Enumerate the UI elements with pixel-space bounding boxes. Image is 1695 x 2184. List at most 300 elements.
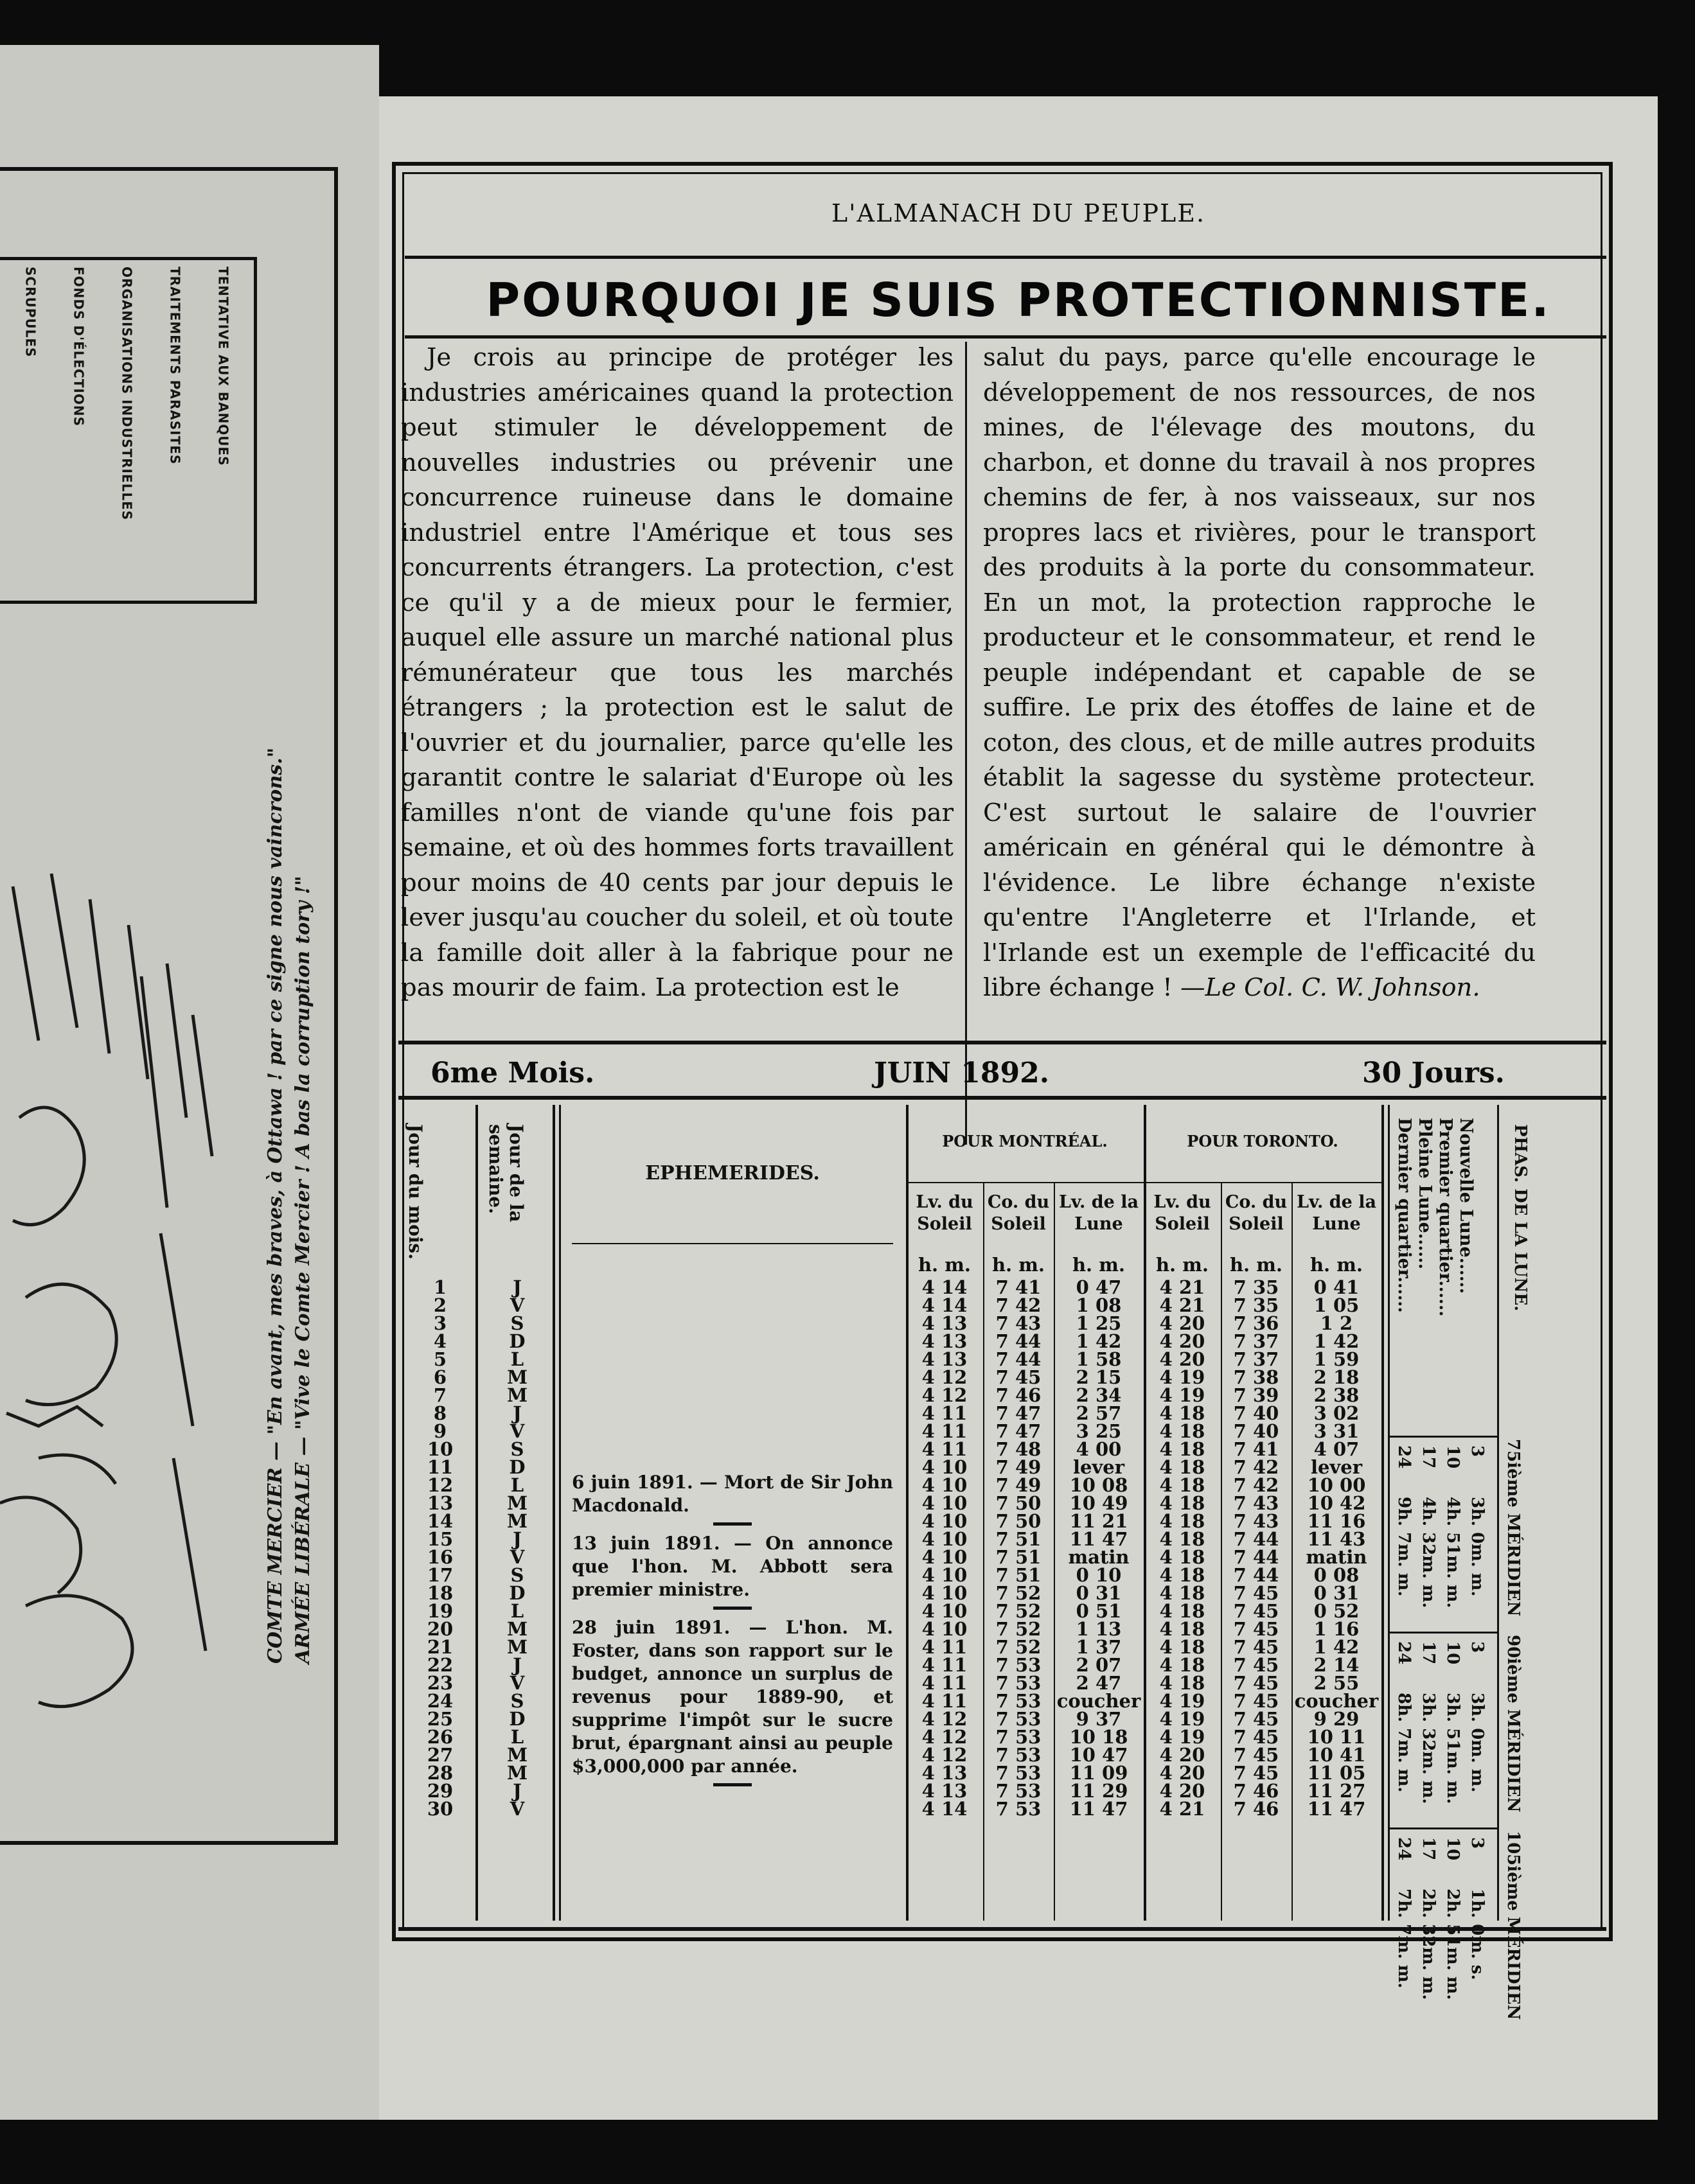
day-cell-d: 16	[427, 1546, 454, 1568]
day-cell-tc: 7 45	[1233, 1618, 1279, 1640]
day-cell-ml: 4 12	[921, 1708, 968, 1730]
toronto-header: POUR TORONTO.	[1187, 1132, 1338, 1150]
day-cell-d: 5	[433, 1348, 447, 1370]
day-cell-tm: 10 42	[1307, 1492, 1366, 1514]
day-cell-tc: 7 45	[1233, 1636, 1279, 1658]
day-cell-ml: 4 10	[921, 1600, 968, 1622]
hm-label: h. m.	[991, 1254, 1045, 1276]
calendar-rule-header	[398, 1096, 1606, 1100]
cartoon-caption	[225, 700, 353, 1664]
day-cell-tl: 4 19	[1159, 1384, 1205, 1406]
day-cell-mm: coucher	[1056, 1690, 1141, 1712]
phase-name: Nouvelle Lune......	[1456, 1118, 1476, 1294]
day-cell-tl: 4 21	[1159, 1294, 1205, 1316]
adjacent-page	[0, 45, 379, 2120]
cartoon-illustration	[0, 848, 244, 1747]
day-cell-tc: 7 44	[1233, 1564, 1279, 1586]
day-cell-tc: 7 45	[1233, 1726, 1279, 1748]
day-cell-d: 25	[427, 1708, 454, 1730]
day-cell-mm: 2 34	[1076, 1384, 1122, 1406]
meridian-label: 105ième MÉRIDIEN	[1504, 1831, 1523, 2020]
day-cell-w: J	[513, 1654, 522, 1676]
day-cell-mc: 7 48	[995, 1438, 1042, 1460]
day-cell-w: D	[509, 1582, 526, 1604]
day-cell-d: 6	[433, 1366, 447, 1388]
day-cell-ml: 4 12	[921, 1726, 968, 1748]
day-cell-w: M	[506, 1510, 528, 1532]
day-cell-mm: 2 47	[1076, 1672, 1122, 1694]
day-cell-tl: 4 18	[1159, 1546, 1205, 1568]
day-cell-tl: 4 20	[1159, 1744, 1205, 1766]
day-cell-d: 9	[433, 1420, 447, 1442]
running-head: L'ALMANACH DU PEUPLE.	[831, 199, 1206, 227]
day-cell-w: D	[509, 1456, 526, 1478]
ephemeris-entry: 13 juin 1891. — On annonce que l'hon. M. Abbott sera premier ministre.	[572, 1533, 893, 1600]
day-cell-tc: 7 39	[1233, 1384, 1279, 1406]
day-cell-w: J	[513, 1528, 522, 1550]
day-cell-mc: 7 52	[995, 1600, 1042, 1622]
hm-label: h. m.	[918, 1254, 972, 1276]
day-cell-tm: matin	[1306, 1546, 1367, 1568]
day-cell-tm: 0 31	[1313, 1582, 1360, 1604]
day-cell-mc: 7 47	[995, 1402, 1042, 1424]
day-cell-d: 2	[433, 1294, 447, 1316]
day-cell-tc: 7 46	[1233, 1780, 1279, 1802]
phase-time: 3h. 0m. m.	[1468, 1693, 1487, 1793]
phase-time: 3h. 51m. m.	[1443, 1693, 1462, 1804]
day-cell-tm: 0 08	[1313, 1564, 1360, 1586]
phase-date: 24	[1394, 1445, 1414, 1469]
day-cell-tc: 7 38	[1233, 1366, 1279, 1388]
day-cell-mc: 7 44	[995, 1330, 1042, 1352]
day-cell-mm: 1 13	[1076, 1618, 1122, 1640]
day-cell-mm: 1 08	[1076, 1294, 1122, 1316]
day-cell-d: 12	[427, 1474, 454, 1496]
day-cell-mc: 7 52	[995, 1582, 1042, 1604]
phase-date: 17	[1419, 1837, 1438, 1861]
phase-date: 10	[1443, 1641, 1462, 1665]
montreal-sunrise-column	[907, 1278, 982, 1818]
day-cell-tm: 11 05	[1307, 1762, 1366, 1784]
day-cell-tl: 4 18	[1159, 1636, 1205, 1658]
day-cell-mm: 11 47	[1069, 1528, 1128, 1550]
day-cell-ml: 4 11	[921, 1420, 968, 1442]
day-cell-ml: 4 10	[921, 1492, 968, 1514]
ephemeris-entry: 28 juin 1891. — L'hon. M. Foster, dans son rapport sur le budget, annonce un surplus de revenus pour 1889-90, et supprime l'impôt sur le sucre brut, épargnant ainsi au peuple $3,000,000 par année.	[572, 1617, 893, 1777]
day-cell-mc: 7 53	[995, 1780, 1042, 1802]
article-right-text: salut du pays, parce qu'elle encourage le développement de nos ressources, de nos mines, de l'élevage des moutons, du charbon, et donne du travail à nos propres chemins de fer, à nos vaisseaux, sur nos propres lacs et rivières, pour le transport des produits à la porte du consommateur. En un mot, la protection rapproche le producteur et le consommateur, et rend le peuple indépendant et capable de se suffire. Le prix des étoffes de laine et de coton, des clous, et de mille autres produits établit la sagesse du système protecteur. C'est surtout le salaire de l'ouvrier américain en général qui le démontre à l'évidence. Le libre échange n'existe qu'entre l'Angleterre et l'Irlande, et l'Irlande est un exemple de l'efficacité du libre échange !	[983, 343, 1536, 1002]
phase-date: 3	[1468, 1445, 1487, 1457]
day-cell-tm: 0 41	[1313, 1276, 1360, 1298]
day-cell-mc: 7 46	[995, 1384, 1042, 1406]
day-cell-ml: 4 11	[921, 1672, 968, 1694]
day-cell-mm: 1 37	[1076, 1636, 1122, 1658]
day-cell-tc: 7 45	[1233, 1600, 1279, 1622]
day-cell-mc: 7 53	[995, 1672, 1042, 1694]
day-cell-mc: 7 53	[995, 1708, 1042, 1730]
day-cell-w: V	[510, 1546, 525, 1568]
day-cell-mc: 7 44	[995, 1348, 1042, 1370]
phase-date: 17	[1419, 1445, 1438, 1469]
day-cell-tc: 7 45	[1233, 1582, 1279, 1604]
weekday-column	[482, 1278, 553, 1818]
day-cell-tm: 2 38	[1313, 1384, 1360, 1406]
day-cell-tl: 4 18	[1159, 1456, 1205, 1478]
day-cell-ml: 4 11	[921, 1438, 968, 1460]
day-cell-tc: 7 45	[1233, 1708, 1279, 1730]
day-cell-d: 11	[427, 1456, 454, 1478]
day-cell-tc: 7 45	[1233, 1654, 1279, 1676]
day-cell-d: 4	[433, 1330, 447, 1352]
calendar-rule-bottom	[398, 1927, 1606, 1931]
day-cell-tl: 4 20	[1159, 1762, 1205, 1784]
day-cell-ml: 4 11	[921, 1654, 968, 1676]
day-cell-d: 10	[427, 1438, 454, 1460]
day-cell-tl: 4 19	[1159, 1366, 1205, 1388]
day-cell-tl: 4 19	[1159, 1708, 1205, 1730]
day-cell-tm: 1 05	[1313, 1294, 1360, 1316]
day-cell-tc: 7 46	[1233, 1798, 1279, 1820]
day-cell-tc: 7 45	[1233, 1762, 1279, 1784]
day-cell-tl: 4 18	[1159, 1672, 1205, 1694]
day-cell-mm: 9 37	[1076, 1708, 1122, 1730]
article-column-right	[983, 340, 1536, 1143]
phase-name: Pleine Lune......	[1415, 1118, 1435, 1270]
phase-date: 3	[1468, 1837, 1487, 1849]
day-cell-ml: 4 10	[921, 1456, 968, 1478]
day-cell-w: L	[510, 1348, 524, 1370]
day-cell-mc: 7 53	[995, 1726, 1042, 1748]
toronto-sunrise-column	[1145, 1278, 1220, 1818]
day-cell-mc: 7 51	[995, 1546, 1042, 1568]
toronto-sunset-header: Co. du Soleil	[1225, 1192, 1288, 1234]
day-cell-w: L	[510, 1726, 524, 1748]
phase-time: 2h. 51m. m.	[1443, 1889, 1462, 2000]
day-cell-mc: 7 41	[995, 1276, 1042, 1298]
day-cell-tm: 2 18	[1313, 1366, 1360, 1388]
day-cell-tm: 1 59	[1313, 1348, 1360, 1370]
day-cell-tl: 4 20	[1159, 1348, 1205, 1370]
day-cell-tl: 4 18	[1159, 1474, 1205, 1496]
toronto-sunset-column	[1222, 1278, 1290, 1818]
phase-time: 2h. 32m. m.	[1419, 1889, 1438, 2000]
day-cell-ml: 4 13	[921, 1330, 968, 1352]
day-cell-tm: 9 29	[1313, 1708, 1360, 1730]
day-cell-ml: 4 14	[921, 1294, 968, 1316]
day-cell-ml: 4 13	[921, 1762, 968, 1784]
day-cell-tl: 4 18	[1159, 1654, 1205, 1676]
day-cell-tl: 4 20	[1159, 1780, 1205, 1802]
day-cell-ml: 4 14	[921, 1798, 968, 1820]
day-cell-mm: 0 10	[1076, 1564, 1122, 1586]
day-cell-w: V	[510, 1798, 525, 1820]
phase-time: 4h. 32m. m.	[1419, 1497, 1438, 1608]
day-cell-tl: 4 18	[1159, 1438, 1205, 1460]
day-cell-w: D	[509, 1330, 526, 1352]
day-cell-mm: 0 31	[1076, 1582, 1122, 1604]
day-cell-tc: 7 44	[1233, 1528, 1279, 1550]
day-cell-tm: 10 41	[1307, 1744, 1366, 1766]
day-cell-d: 28	[427, 1762, 454, 1784]
phase-date: 10	[1443, 1445, 1462, 1469]
day-cell-tc: 7 42	[1233, 1474, 1279, 1496]
day-cell-tl: 4 19	[1159, 1726, 1205, 1748]
col-ephemerides: EPHEMERIDES.	[645, 1162, 820, 1184]
day-cell-mc: 7 51	[995, 1564, 1042, 1586]
day-cell-mc: 7 53	[995, 1690, 1042, 1712]
day-cell-tm: 11 27	[1307, 1780, 1366, 1802]
head-rule	[405, 256, 1606, 259]
day-cell-w: S	[510, 1312, 524, 1334]
ephemeris-entry: 6 juin 1891. — Mort de Sir John Macdonald.	[572, 1472, 893, 1516]
day-cell-mc: 7 50	[995, 1510, 1042, 1532]
montreal-sunset-column	[984, 1278, 1052, 1818]
day-cell-w: J	[513, 1276, 522, 1298]
day-cell-mc: 7 49	[995, 1474, 1042, 1496]
day-cell-ml: 4 13	[921, 1348, 968, 1370]
day-cell-mc: 7 53	[995, 1762, 1042, 1784]
day-cell-mm: 2 07	[1076, 1654, 1122, 1676]
phase-date: 10	[1443, 1837, 1462, 1861]
day-cell-w: V	[510, 1672, 525, 1694]
day-cell-ml: 4 11	[921, 1636, 968, 1658]
day-cell-tm: 1 42	[1313, 1330, 1360, 1352]
day-cell-tl: 4 18	[1159, 1510, 1205, 1532]
day-cell-tm: coucher	[1294, 1690, 1379, 1712]
phase-time: 4h. 51m. m.	[1443, 1497, 1462, 1608]
day-cell-d: 23	[427, 1672, 454, 1694]
day-cell-mm: 1 58	[1076, 1348, 1122, 1370]
stamp-line: SCRUPULES	[22, 267, 39, 358]
day-cell-mc: 7 53	[995, 1654, 1042, 1676]
day-cell-tc: 7 41	[1233, 1438, 1279, 1460]
day-cell-w: D	[509, 1708, 526, 1730]
caption-line: COMTE MERCIER — "En avant, mes braves, à Ottawa ! par ce signe nous vaincrons."	[264, 747, 287, 1664]
day-cell-ml: 4 13	[921, 1312, 968, 1334]
day-cell-mm: 1 42	[1076, 1330, 1122, 1352]
day-cell-mm: 2 57	[1076, 1402, 1122, 1424]
meridian-label: 75ième MÉRIDIEN	[1504, 1439, 1523, 1617]
phase-name: Dernier quartier......	[1394, 1118, 1414, 1313]
day-cell-tl: 4 21	[1159, 1276, 1205, 1298]
day-number-column	[405, 1278, 475, 1818]
day-cell-tc: 7 40	[1233, 1402, 1279, 1424]
day-cell-mm: 1 25	[1076, 1312, 1122, 1334]
column-divider	[965, 342, 967, 1145]
day-cell-tc: 7 42	[1233, 1456, 1279, 1478]
day-cell-w: S	[510, 1564, 524, 1586]
month-title: JUIN 1892.	[874, 1057, 1050, 1089]
month-number: 6me Mois.	[430, 1057, 595, 1089]
day-cell-tc: 7 43	[1233, 1510, 1279, 1532]
day-cell-tc: 7 37	[1233, 1348, 1279, 1370]
day-cell-ml: 4 10	[921, 1618, 968, 1640]
day-cell-ml: 4 11	[921, 1402, 968, 1424]
day-cell-tm: 1 2	[1320, 1312, 1353, 1334]
caption-line: ARMÉE LIBÉRALE — "Vive le Comte Mercier ! A bas la corruption tory !"	[292, 876, 314, 1664]
day-cell-mm: 11 29	[1069, 1780, 1128, 1802]
day-cell-ml: 4 13	[921, 1780, 968, 1802]
day-cell-mm: 2 15	[1076, 1366, 1122, 1388]
day-cell-d: 24	[427, 1690, 454, 1712]
day-cell-d: 19	[427, 1600, 454, 1622]
day-cell-tl: 4 18	[1159, 1600, 1205, 1622]
day-cell-mc: 7 53	[995, 1798, 1042, 1820]
phase-date: 17	[1419, 1641, 1438, 1665]
col-day-of-month: Jour du mois.	[405, 1124, 426, 1260]
day-cell-ml: 4 10	[921, 1546, 968, 1568]
day-cell-w: S	[510, 1438, 524, 1460]
day-cell-ml: 4 11	[921, 1690, 968, 1712]
day-cell-tm: 0 52	[1313, 1600, 1360, 1622]
day-cell-ml: 4 10	[921, 1474, 968, 1496]
day-cell-d: 1	[433, 1276, 447, 1298]
day-cell-d: 20	[427, 1618, 454, 1640]
day-cell-mc: 7 50	[995, 1492, 1042, 1514]
phase-time: 7h. 7m. m.	[1394, 1889, 1414, 1989]
day-cell-mm: 10 49	[1069, 1492, 1128, 1514]
day-cell-w: M	[506, 1366, 528, 1388]
almanac-page	[379, 96, 1658, 2120]
day-cell-tm: 3 02	[1313, 1402, 1360, 1424]
day-cell-tm: 4 07	[1313, 1438, 1360, 1460]
day-cell-tm: 11 16	[1307, 1510, 1366, 1532]
phase-time: 9h. 7m. m.	[1394, 1497, 1414, 1597]
phase-date: 3	[1468, 1641, 1487, 1653]
title-rule	[405, 335, 1606, 339]
day-cell-tm: 11 47	[1307, 1798, 1366, 1820]
day-cell-mm: 11 09	[1069, 1762, 1128, 1784]
days-count: 30 Jours.	[1362, 1057, 1505, 1089]
day-cell-w: M	[506, 1762, 528, 1784]
day-cell-tl: 4 18	[1159, 1402, 1205, 1424]
day-cell-tm: 10 00	[1307, 1474, 1366, 1496]
day-cell-w: S	[510, 1690, 524, 1712]
hm-label: h. m.	[1309, 1254, 1363, 1276]
day-cell-d: 29	[427, 1780, 454, 1802]
day-cell-mm: matin	[1068, 1546, 1130, 1568]
day-cell-tm: 11 43	[1307, 1528, 1366, 1550]
day-cell-mc: 7 42	[995, 1294, 1042, 1316]
day-cell-tc: 7 37	[1233, 1330, 1279, 1352]
day-cell-tc: 7 35	[1233, 1294, 1279, 1316]
phase-name: Premier quartier......	[1435, 1118, 1455, 1317]
day-cell-mm: 0 47	[1076, 1276, 1122, 1298]
day-cell-tm: 10 11	[1307, 1726, 1366, 1748]
day-cell-tm: 2 55	[1313, 1672, 1360, 1694]
day-cell-tm: 1 42	[1313, 1636, 1360, 1658]
day-cell-tc: 7 43	[1233, 1492, 1279, 1514]
day-cell-mm: 10 47	[1069, 1744, 1128, 1766]
day-cell-w: V	[510, 1420, 525, 1442]
day-cell-mc: 7 47	[995, 1420, 1042, 1442]
day-cell-ml: 4 10	[921, 1528, 968, 1550]
montreal-header: POUR MONTRÉAL.	[942, 1132, 1108, 1150]
day-cell-d: 13	[427, 1492, 454, 1514]
day-cell-w: M	[506, 1384, 528, 1406]
day-cell-tm: 3 31	[1313, 1420, 1360, 1442]
day-cell-mm: 11 21	[1069, 1510, 1128, 1532]
montreal-sunrise-header: Lv. du Soleil	[916, 1192, 973, 1234]
day-cell-mc: 7 49	[995, 1456, 1042, 1478]
day-cell-mm: 0 51	[1076, 1600, 1122, 1622]
article-title: POURQUOI JE SUIS PROTECTIONNISTE.	[486, 273, 1551, 327]
day-cell-tl: 4 18	[1159, 1564, 1205, 1586]
day-cell-tc: 7 44	[1233, 1546, 1279, 1568]
day-cell-tl: 4 18	[1159, 1528, 1205, 1550]
hm-label: h. m.	[1072, 1254, 1126, 1276]
day-cell-tc: 7 35	[1233, 1276, 1279, 1298]
stamp-line: FONDS D'ÉLECTIONS	[71, 267, 87, 427]
day-cell-w: M	[506, 1636, 528, 1658]
day-cell-tc: 7 40	[1233, 1420, 1279, 1442]
day-cell-mm: 11 47	[1069, 1798, 1128, 1820]
day-cell-mc: 7 43	[995, 1312, 1042, 1334]
meridian-label: 90ième MÉRIDIEN	[1504, 1635, 1523, 1813]
day-cell-d: 15	[427, 1528, 454, 1550]
day-cell-d: 7	[433, 1384, 447, 1406]
day-cell-d: 22	[427, 1654, 454, 1676]
day-cell-d: 21	[427, 1636, 454, 1658]
day-cell-tm: 2 14	[1313, 1654, 1360, 1676]
toronto-sunrise-header: Lv. du Soleil	[1153, 1192, 1211, 1234]
day-cell-tc: 7 45	[1233, 1744, 1279, 1766]
day-cell-w: J	[513, 1780, 522, 1802]
day-cell-tl: 4 20	[1159, 1312, 1205, 1334]
montreal-moonrise-header: Lv. de la Lune	[1059, 1192, 1139, 1234]
day-cell-w: V	[510, 1294, 525, 1316]
day-cell-tm: lever	[1310, 1456, 1363, 1478]
day-cell-w: L	[510, 1474, 524, 1496]
day-cell-tc: 7 45	[1233, 1672, 1279, 1694]
day-cell-tm: 1 16	[1313, 1618, 1360, 1640]
day-cell-d: 30	[427, 1798, 454, 1820]
article-column-left: Je crois au principe de protéger les industries américaines quand la protection peut stimuler le développement de nouvelles industries ou prévenir une concurrence ruineuse dans le domaine industriel entre l'Amérique et tous ses concurrents étrangers. La protection, c'est ce qu'il y a de mieux pour le fermier, auquel elle assure un marché national plus rémunérateur que tous les marchés étrangers ; la protection est le salut de l'ouvrier et du journalier, parce qu'elle les garantit contre le salariat d'Europe où les familles n'ont de viande qu'une fois par semaine, et où des hommes forts travaillent pour moins de 40 cents par jour depuis le lever jusqu'au coucher du soleil, et où toute la famille doit aller à la fabrique pour ne pas mourir de faim. La protection est le	[401, 343, 954, 1002]
phase-time: 1h. 0m. s.	[1468, 1889, 1487, 1980]
day-cell-d: 17	[427, 1564, 454, 1586]
article-signature: —Le Col. C. W. Johnson.	[1180, 973, 1480, 1002]
day-cell-tl: 4 18	[1159, 1420, 1205, 1442]
day-cell-d: 14	[427, 1510, 454, 1532]
phases-header: PHAS. DE LA LUNE.	[1511, 1124, 1530, 1312]
day-cell-ml: 4 10	[921, 1564, 968, 1586]
day-cell-mm: 10 08	[1069, 1474, 1128, 1496]
montreal-sunset-header: Co. du Soleil	[987, 1192, 1050, 1234]
phase-time: 3h. 32m. m.	[1419, 1693, 1438, 1804]
toronto-moonrise-header: Lv. de la Lune	[1297, 1192, 1376, 1234]
cartoon-stamp	[0, 257, 257, 604]
day-cell-ml: 4 10	[921, 1582, 968, 1604]
day-cell-mc: 7 45	[995, 1366, 1042, 1388]
stamp-line: ORGANISATIONS INDUSTRIELLES	[119, 267, 135, 521]
day-cell-ml: 4 10	[921, 1510, 968, 1532]
day-cell-tc: 7 36	[1233, 1312, 1279, 1334]
day-cell-mm: 3 25	[1076, 1420, 1122, 1442]
ephemerides-list	[572, 1471, 893, 1793]
day-cell-d: 3	[433, 1312, 447, 1334]
phase-time: 8h. 7m. m.	[1394, 1693, 1414, 1793]
stamp-line: TENTATIVE AUX BANQUES	[215, 267, 231, 466]
col-day-of-week: Jour de la semaine.	[485, 1124, 527, 1222]
hm-label: h. m.	[1155, 1254, 1209, 1276]
calendar-rule-top	[398, 1041, 1606, 1044]
day-cell-mc: 7 51	[995, 1528, 1042, 1550]
day-cell-ml: 4 12	[921, 1366, 968, 1388]
day-cell-w: M	[506, 1492, 528, 1514]
day-cell-tc: 7 45	[1233, 1690, 1279, 1712]
day-cell-w: L	[510, 1600, 524, 1622]
day-cell-tl: 4 21	[1159, 1798, 1205, 1820]
